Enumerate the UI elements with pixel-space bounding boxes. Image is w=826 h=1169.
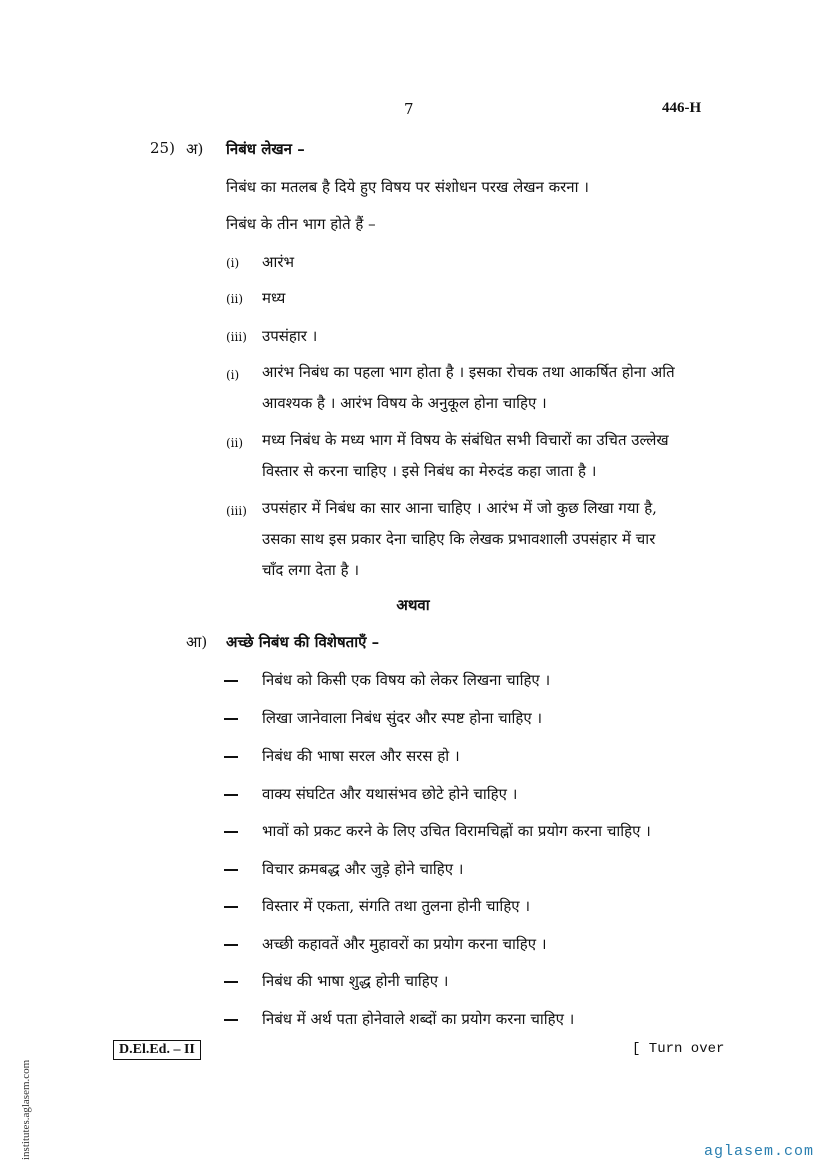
explanation-line: उसका साथ इस प्रकार देना चाहिए कि लेखक प्रभावशाली उपसंहार में चार — [262, 530, 656, 548]
paper-code: 446-H — [662, 100, 702, 116]
feature-point: भावों को प्रकट करने के लिए उचित विरामचिह्नों का प्रयोग करना चाहिए । — [262, 822, 651, 840]
feature-point: विस्तार में एकता, संगति तथा तुलना होनी चाहिए । — [262, 897, 531, 915]
explanation-line: उपसंहार में निबंध का सार आना चाहिए । आरंभ में जो कुछ लिखा गया है, — [262, 499, 657, 517]
feature-point: वाक्य संघटित और यथासंभव छोटे होने चाहिए । — [262, 785, 518, 803]
explanation-line: चाँद लगा देता है । — [262, 561, 359, 579]
or-separator: अथवा — [396, 596, 430, 614]
part-b-heading: अच्छे निबंध की विशेषताएँ – — [226, 633, 380, 651]
page-number: 7 — [404, 100, 414, 118]
part-b-label: आ) — [186, 633, 208, 651]
parts-intro: निबंध के तीन भाग होते हैं – — [226, 215, 376, 233]
feature-point: अच्छी कहावतें और मुहावरों का प्रयोग करना चाहिए । — [262, 935, 547, 953]
explanation-num: (iii) — [226, 504, 247, 518]
explanation-line: मध्य निबंध के मध्य भाग में विषय के संबंधित सभी विचारों का उचित उल्लेख — [262, 431, 669, 449]
dash-bullet — [224, 794, 238, 796]
feature-point: निबंध को किसी एक विषय को लेकर लिखना चाहिए । — [262, 671, 551, 689]
dash-bullet — [224, 756, 238, 758]
part-item: आरंभ — [262, 253, 295, 271]
explanation-num: (i) — [226, 368, 240, 382]
dash-bullet — [224, 981, 238, 983]
question-number: 25) — [150, 139, 175, 157]
dash-bullet — [224, 869, 238, 871]
dash-bullet — [224, 831, 238, 833]
part-num: (i) — [226, 256, 240, 270]
part-item: उपसंहार । — [262, 327, 318, 345]
feature-point: लिखा जानेवाला निबंध सुंदर और स्पष्ट होना चाहिए । — [262, 709, 543, 727]
dash-bullet — [224, 944, 238, 946]
corner-watermark-link[interactable]: aglasem.com — [704, 1143, 815, 1160]
part-num: (ii) — [226, 292, 244, 306]
explanation-num: (ii) — [226, 436, 244, 450]
part-num: (iii) — [226, 330, 247, 344]
part-a-heading: निबंध लेखन – — [226, 140, 305, 158]
course-code-box: D.El.Ed. – II — [113, 1040, 201, 1060]
dash-bullet — [224, 906, 238, 908]
explanation-line: आरंभ निबंध का पहला भाग होता है । इसका रोचक तथा आकर्षित होना अति — [262, 363, 675, 381]
definition-text: निबंध का मतलब है दिये हुए विषय पर संशोधन परख लेखन करना । — [226, 178, 589, 196]
dash-bullet — [224, 718, 238, 720]
explanation-line: आवश्यक है । आरंभ विषय के अनुकूल होना चाहिए । — [262, 394, 547, 412]
dash-bullet — [224, 1019, 238, 1021]
turn-over-label: [ Turn over — [632, 1041, 725, 1057]
feature-point: निबंध की भाषा शुद्ध होनी चाहिए । — [262, 972, 449, 990]
part-a-label: अ) — [186, 140, 204, 158]
explanation-item — [262, 357, 722, 419]
explanation-line: विस्तार से करना चाहिए । इसे निबंध का मेरुदंड कहा जाता है । — [262, 462, 597, 480]
dash-bullet — [224, 680, 238, 682]
side-watermark: institutes.aglasem.com — [20, 1059, 32, 1160]
explanation-item — [262, 493, 722, 586]
part-item: मध्य — [262, 289, 286, 307]
feature-point: विचार क्रमबद्ध और जुड़े होने चाहिए । — [262, 860, 464, 878]
feature-point: निबंध में अर्थ पता होनेवाले शब्दों का प्रयोग करना चाहिए । — [262, 1010, 575, 1028]
feature-point: निबंध की भाषा सरल और सरस हो । — [262, 747, 460, 765]
explanation-item — [262, 425, 722, 487]
